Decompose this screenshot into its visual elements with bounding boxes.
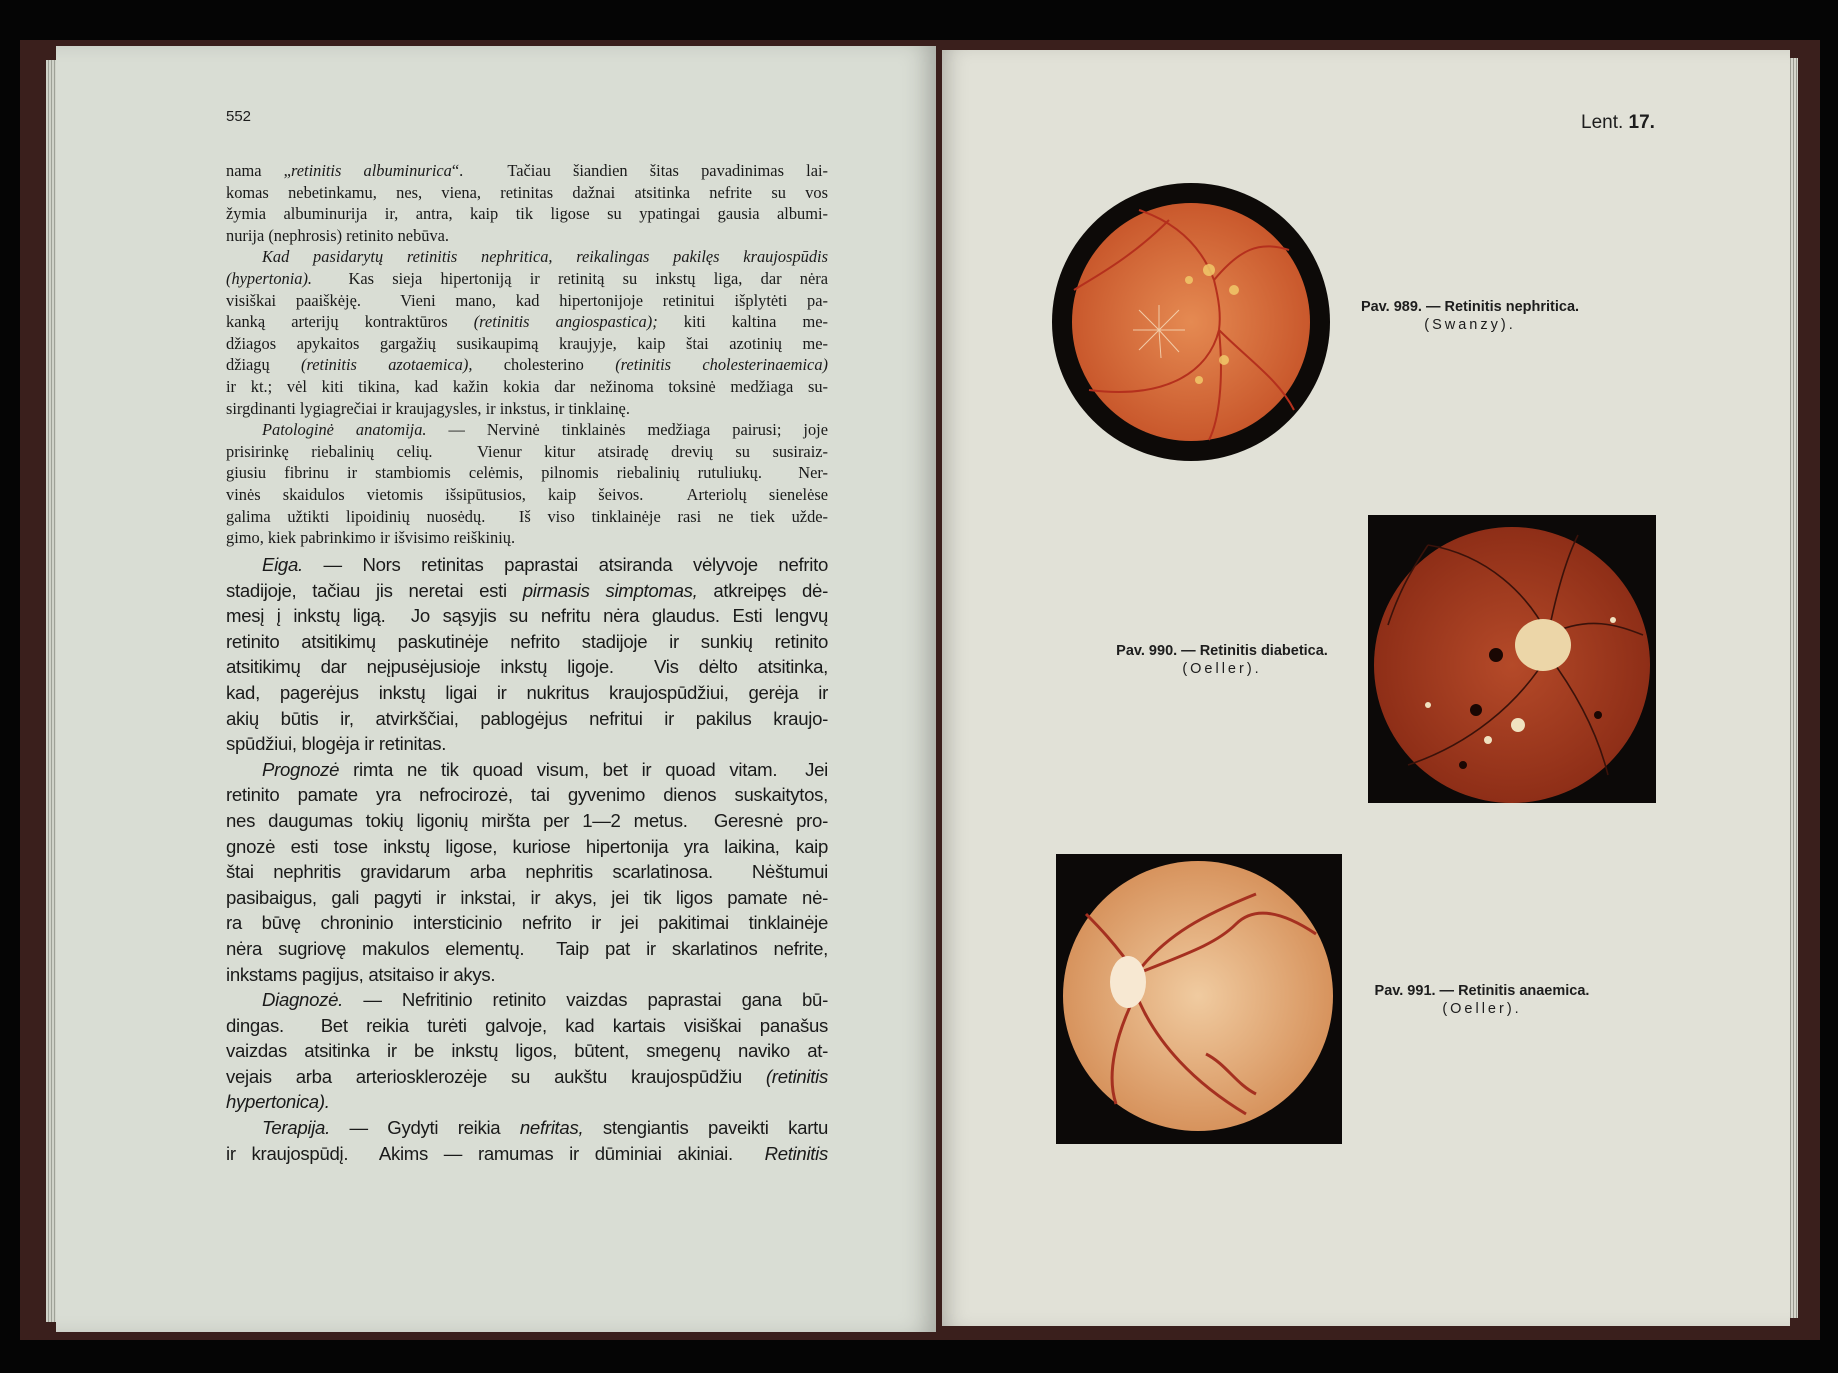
italic-term: hypertonica). (226, 1091, 330, 1113)
text-line (226, 578, 828, 604)
main-body-text (226, 552, 828, 1166)
text-run: nėra sugriovę makulos elementų. Taip pat ir skarlatinos nefrite, (226, 937, 828, 959)
text-line (226, 268, 828, 290)
text-line (226, 629, 828, 655)
figure-991-fundus-image (1056, 854, 1342, 1144)
text-run: atkreipęs dė- (697, 579, 828, 601)
text-line (226, 354, 828, 376)
italic-term: Eiga. (262, 554, 303, 575)
text-line (226, 910, 828, 936)
text-run: nes daugumas tokių ligonių miršta per 1—2 metus. Geresnė pro- (226, 809, 828, 831)
figure-991-caption (1352, 982, 1612, 1018)
text-line (226, 962, 828, 988)
text-line (226, 484, 828, 506)
caption-author: (Oeller). (1442, 1001, 1522, 1017)
text-line (226, 160, 828, 182)
italic-term: (retinitis cholesterinaemica) (615, 355, 828, 375)
text-run: nurija (nephrosis) retinito nebūva. (226, 225, 450, 245)
optic-disc (1110, 956, 1146, 1008)
italic-term: Prognozė (262, 758, 340, 780)
text-run: vejais arba arteriosklerozėje su aukštu kraujospūdžiu (226, 1065, 766, 1087)
text-run: akių būtis ir, atvirkščiai, pablogėjus nefritui ir pakilus kraujo- (226, 707, 828, 729)
small-print-text (226, 160, 828, 549)
caption-title: Pav. 990. — Retinitis diabetica. (1116, 643, 1328, 659)
text-line (226, 1089, 828, 1115)
text-run: mesį į inkstų ligą. Jo sąsyjis su nefritu nėra glaudus. Esti lengvų (226, 605, 828, 627)
italic-term: Terapija. (262, 1117, 330, 1139)
text-line (226, 311, 828, 333)
text-run: džiagos apykaitos gargažių susikaupimą kraujyje, kaip štai azotinių me- (226, 333, 828, 353)
text-run: rimta ne tik quoad visum, bet ir quoad vitam. Jei (339, 758, 828, 780)
text-line (226, 987, 828, 1013)
text-run: stengiantis paveikti kartu (583, 1117, 828, 1139)
text-run: ir kraujospūdį. Akims — ramumas ir dūminiai akiniai. (226, 1142, 765, 1164)
italic-term: nefritas, (519, 1117, 584, 1139)
text-run: giusiu fibrinu ir stambiomis celėmis, pilnomis riebalinių rutuliukų. Ner- (226, 463, 828, 483)
text-line (226, 333, 828, 355)
text-run: kanką arterijų kontraktūros (226, 312, 474, 332)
text-line (226, 782, 828, 808)
text-run: — Nors retinitas paprastai atsiranda vėlyvoje nefrito (302, 554, 828, 575)
text-run: komas nebetinkamu, nes, viena, retinitas dažnai atsitinka nefrite su vos (226, 182, 828, 202)
fundus-retina (1063, 861, 1333, 1131)
caption-author: (Swanzy). (1424, 317, 1516, 333)
text-line (226, 885, 828, 911)
text-run: gimo, kiek pabrinkimo ir išvisimo reiškinių. (226, 528, 516, 548)
figure-990-caption (1092, 642, 1352, 678)
text-line (226, 506, 828, 528)
text-line (226, 462, 828, 484)
right-page-plate (942, 50, 1790, 1326)
italic-term: (retinitis (765, 1065, 828, 1087)
text-run: nama „ (226, 161, 291, 180)
text-run: vinės skaidulos vietomis išsipūtusios, kaip šeivos. Arteriolų sienelėse (226, 484, 828, 504)
text-line (226, 603, 828, 629)
paragraph (226, 246, 828, 419)
text-run: “. Tačiau šiandien šitas pavadinimas lai- (451, 161, 828, 180)
text-run: inkstams pagijus, atsitaiso ir akys. (226, 963, 496, 985)
text-line (226, 936, 828, 962)
text-line (226, 203, 828, 225)
optic-disc (1515, 619, 1571, 671)
text-line (226, 1064, 828, 1090)
paragraph (226, 552, 828, 757)
plate-number: 17. (1628, 112, 1655, 133)
text-run: retinito atsitikimų paskutinėje nefrito stadijoje ir sunkių retinito (226, 630, 828, 652)
text-run: stadijoje, tačiau jis neretai esti (226, 579, 523, 601)
text-run: galima užtikti lipoidinių nuosėdų. Iš viso tinklainėje rasi ne tiek užde- (226, 506, 828, 526)
text-run: ir kt.; vėl kiti tikina, kad kažin kokia dar nežinoma toksinė medžiaga su- (226, 376, 828, 396)
text-line (226, 1141, 828, 1167)
fundus-retina (1072, 203, 1310, 441)
text-line (226, 441, 828, 463)
text-line (226, 680, 828, 706)
text-line (226, 1115, 828, 1141)
text-line (226, 859, 828, 885)
text-line (226, 654, 828, 680)
text-line (226, 398, 828, 420)
text-line (226, 246, 828, 268)
text-line (226, 376, 828, 398)
text-run: — Gydyti reikia (329, 1117, 520, 1139)
text-line (226, 552, 828, 578)
text-run: spūdžiui, blogėja ir retinitas. (226, 733, 447, 755)
text-run: Kas sieja hipertoniją ir retinitą su inkstų liga, dar nėra (312, 268, 828, 288)
text-run: — Nefritinio retinito vaizdas paprastai gana bū- (343, 989, 828, 1011)
text-run: vaizdas atsitinka ir be inkstų ligos, būtent, smegenų naviko at- (226, 1040, 828, 1062)
text-line (226, 527, 828, 549)
text-run: ra būvę chroninio intersticinio nefrito ir jei pakitimai tinklainėje (226, 912, 828, 934)
text-run: štai nephritis gravidarum arba nephritis scarlatinosa. Nėštumui (226, 861, 828, 883)
text-run: kad, pagerėjus inkstų ligai ir nukritus kraujospūdžiui, gerėja ir (226, 681, 828, 703)
paragraph (226, 160, 828, 246)
caption-author: (Oeller). (1182, 661, 1262, 677)
italic-term: retinitis albuminurica (290, 161, 452, 180)
text-run: džiagų (226, 355, 302, 375)
text-run: dingas. Bet reikia turėti galvoje, kad kartais visiškai panašus (226, 1014, 828, 1036)
italic-term: Kad pasidarytų retinitis nephritica, reikalingas pakilęs kraujospūdis (262, 247, 828, 267)
plate-label (1581, 112, 1655, 134)
text-run: retinito pamate yra nefrocirozė, tai gyvenimo dienos suskaitytos, (226, 784, 828, 806)
figure-989-caption (1340, 298, 1600, 334)
text-line (226, 757, 828, 783)
text-run: žymia albuminurija ir, antra, kaip tik ligose su ypatingai gausia albumi- (226, 204, 828, 224)
paragraph (226, 1115, 828, 1166)
left-page (56, 46, 936, 1332)
text-line (226, 419, 828, 441)
text-run: pasibaigus, gali pagyti ir inkstai, ir akys, jei tik ligos pamate nė- (226, 886, 828, 908)
italic-term: pirmasis simptomas, (522, 579, 698, 601)
text-line (226, 731, 828, 757)
caption-title: Pav. 989. — Retinitis nephritica. (1360, 299, 1580, 315)
paragraph (226, 987, 828, 1115)
caption-title: Pav. 991. — Retinitis anaemica. (1374, 983, 1590, 999)
figure-989-fundus-image (1049, 180, 1333, 464)
text-line (226, 182, 828, 204)
text-run: — Nervinė tinklainės medžiaga pairusi; joje (426, 420, 828, 440)
italic-term: (hypertonia). (226, 268, 313, 288)
italic-term: Retinitis (764, 1142, 828, 1164)
text-run: visiškai paaiškėję. Vieni mano, kad hipertonijoje retinitui išplytėti pa- (226, 290, 828, 310)
text-line (226, 808, 828, 834)
text-line (226, 1013, 828, 1039)
paragraph (226, 757, 828, 987)
text-line (226, 290, 828, 312)
figure-990-fundus-image (1368, 515, 1656, 803)
text-run: prisirinkę riebalinių celių. Vienur kitur atsiradę drevių su susiraiz- (226, 441, 828, 461)
italic-term: (retinitis azotaemica), (301, 355, 473, 375)
italic-term: Diagnozė. (262, 989, 344, 1011)
text-line (226, 706, 828, 732)
text-line (226, 1038, 828, 1064)
text-run: gnozė esti tose inkstų ligose, kuriose hipertonija yra laikina, kaip (226, 835, 828, 857)
paragraph (226, 419, 828, 549)
page-number: 552 (226, 108, 252, 125)
text-run: kiti kaltina me- (657, 312, 829, 332)
text-run: atsitikimų dar neįpusėjusioje inkstų ligoje. Vis dėlto atsitinka, (226, 656, 828, 678)
italic-term: (retinitis angiospastica); (473, 312, 658, 332)
text-line (226, 225, 828, 247)
text-line (226, 834, 828, 860)
italic-term: Patologinė anatomija. (262, 420, 427, 440)
text-run: sirgdinanti lygiagrečiai ir kraujagysles, ir inkstus, ir tinklainę. (226, 398, 630, 418)
plate-label-text: Lent. (1581, 112, 1624, 133)
text-run: cholesterino (472, 355, 616, 375)
